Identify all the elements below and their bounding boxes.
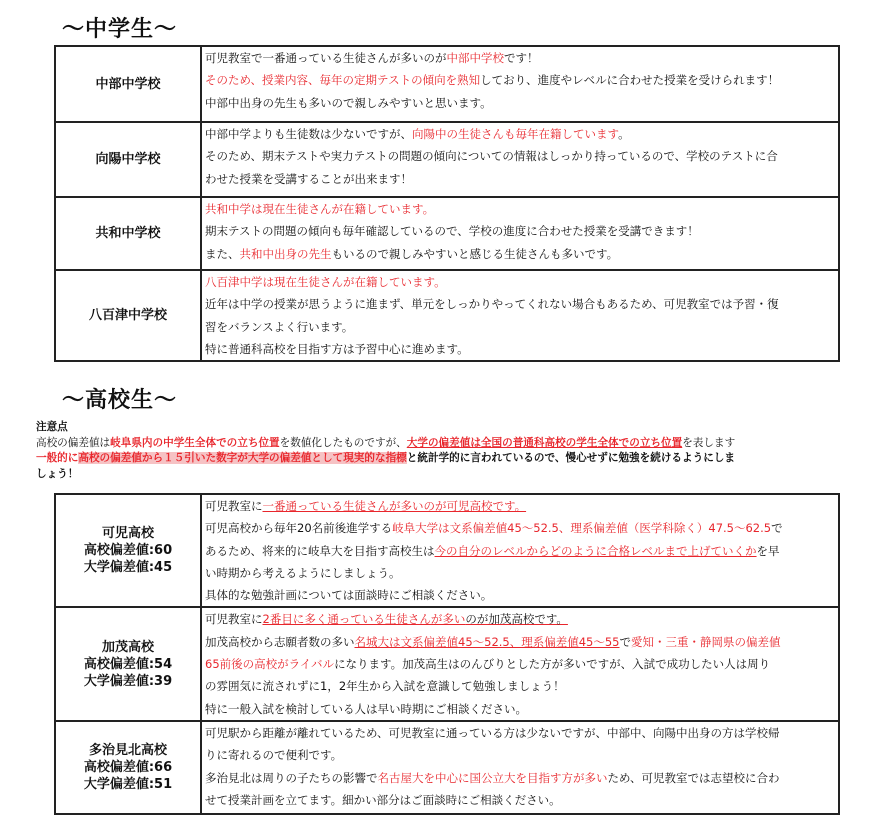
high-school-deviation: 高校偏差値:60	[83, 543, 173, 559]
text-line	[36, 436, 846, 452]
text-line	[205, 653, 836, 675]
text-segment: 可児教室で一番通っている生徒さんが多いのが	[205, 51, 447, 65]
text-segment: 。	[618, 127, 630, 141]
text-line	[205, 744, 836, 766]
school-description	[201, 494, 839, 607]
school-description	[201, 197, 839, 270]
text-segment: 中部中出身の先生も多いので親しみやすいと思います。	[205, 95, 492, 110]
text-segment: そのため、授業内容、毎年の定期テストの傾向を熟知	[205, 73, 481, 88]
school-name: 可児高校	[101, 526, 154, 542]
text-line	[205, 220, 836, 242]
text-segment: わせた授業を受講することが出来ます！	[205, 171, 412, 186]
text-line	[36, 467, 846, 483]
text-segment: 中部中学よりも生徒数は少ないですが、	[205, 127, 412, 141]
text-segment: 大学の偏差値は全国の普通科高校の学生全体での立ち位置	[406, 436, 683, 449]
school-name: 加茂高校	[101, 639, 154, 655]
text-segment: りに寄れるので便利です。	[205, 748, 343, 763]
text-segment: 可児高校から毎年20名前後進学する	[205, 521, 393, 536]
text-segment: 共和中学は現在生徒さんが在籍しています。	[205, 202, 435, 216]
school-row	[55, 607, 839, 720]
school-name: 八百津中学校	[55, 270, 201, 361]
text-segment: 可児教室に	[205, 499, 263, 513]
school-description	[201, 270, 839, 361]
text-segment: 近年は中学の授業が思うように進まず、単元をしっかりやってくれない場合もあるため、可児教室では予習・復	[205, 297, 779, 312]
school-cell	[55, 494, 201, 607]
text-line	[205, 293, 836, 315]
text-line	[205, 243, 836, 265]
text-line	[205, 47, 836, 69]
text-segment: 期末テストの問題の傾向も毎年確認しているので、学校の進度に合わせた授業を受講できます！	[205, 224, 699, 239]
text-segment: しており、進度やレベルに合わせた授業を受けられます！	[480, 73, 780, 88]
school-name: 向陽中学校	[55, 122, 201, 197]
school-name: 多治見北高校	[88, 742, 167, 758]
text-line	[205, 495, 836, 517]
high-school-deviation: 高校偏差値:66	[83, 759, 173, 775]
text-line	[205, 271, 836, 293]
text-line	[205, 338, 836, 360]
university-deviation: 大学偏差値:39	[83, 673, 173, 689]
text-segment: 岐阜大学は文系偏差値45～52.5、理系偏差値（医学科除く）47.5～62.5	[392, 521, 772, 536]
text-line	[205, 631, 836, 653]
school-row	[55, 270, 839, 361]
text-segment: あるため、将来的に岐阜大を目指す高校生は	[205, 543, 435, 558]
text-segment: 特に普通科高校を目指す方は予習中心に進めます。	[205, 341, 469, 356]
text-segment: い時期から考えるようにしましょう。	[205, 565, 401, 580]
text-line	[205, 608, 836, 630]
text-segment: 向陽中の生徒さんも毎年在籍しています	[412, 127, 619, 141]
school-description	[201, 721, 839, 814]
text-segment: 可児教室に	[205, 612, 263, 627]
text-line	[205, 123, 836, 145]
text-segment: の雰囲気に流されずに1，2年生から入試を意識して勉強しましょう！	[205, 679, 565, 694]
text-segment: 岐阜県内の中学生全体での立ち位置	[110, 436, 280, 449]
text-segment: また、	[205, 246, 240, 261]
text-segment: になります。加茂高生はのんびりとした方が多いですが、入試で成功したい人は周り	[334, 657, 771, 672]
text-segment: 具体的な勉強計画については面談時にご相談ください。	[205, 588, 493, 603]
text-line	[205, 198, 836, 220]
text-segment: 高校の偏差値は	[36, 436, 111, 449]
text-line	[205, 767, 836, 789]
text-line	[205, 145, 836, 167]
text-segment: のが加茂高校です。	[465, 612, 568, 627]
text-segment: を表します	[682, 436, 736, 449]
university-deviation: 大学偏差値:45	[83, 560, 173, 576]
text-segment: 特に一般入試を検討している人は早い時期にご相談ください。	[205, 701, 527, 716]
text-segment: 可児駅から距離が離れているため、可児教室に通っている方は少ないですが、中部中、向陽中出身の方は学校帰	[205, 725, 780, 740]
text-segment: 名古屋大を中心に国公立大を目指す方が多い	[377, 770, 608, 785]
text-segment: そのため、期末テストや実力テストの問題の傾向についての情報はしっかり持っているので、学校のテストに合	[205, 149, 778, 164]
text-segment: しょう！	[36, 467, 79, 480]
text-line	[205, 92, 836, 114]
school-name: 中部中学校	[55, 46, 201, 122]
text-line	[205, 168, 836, 190]
text-segment: 名城大は文系偏差値45～52.5、理系偏差値45～55	[354, 634, 620, 649]
text-segment: せて授業計画を立てます。細かい部分はご面談時にご相談ください。	[205, 792, 561, 807]
text-line	[205, 675, 836, 697]
text-segment: で	[771, 521, 783, 536]
text-segment: 今の自分のレベルからどのように合格レベルまで上げていくか	[434, 543, 757, 558]
school-row	[55, 197, 839, 270]
text-segment: 一般的に	[36, 452, 79, 464]
text-segment: です！	[504, 51, 539, 65]
text-segment: を早	[756, 543, 780, 558]
junior-high-heading: ～中学生～	[62, 17, 178, 42]
text-segment: 高校の偏差値から１５引いた数字が大学の偏差値として現実的な指標	[78, 452, 407, 464]
notes-text	[36, 436, 846, 483]
text-segment: 中部中学校	[446, 51, 504, 65]
text-segment: もいるので親しみやすいと感じる生徒さんも多いです。	[331, 246, 619, 261]
school-row	[55, 721, 839, 814]
text-line	[205, 316, 836, 338]
notes-block	[36, 420, 846, 482]
university-deviation: 大学偏差値:51	[83, 776, 173, 792]
school-description	[201, 607, 839, 720]
text-line	[205, 789, 836, 811]
text-line	[205, 584, 836, 606]
text-segment: 愛知・三重・静岡県の偏差値	[631, 634, 781, 649]
notes-title: 注意点	[36, 421, 68, 433]
text-segment: で	[619, 634, 632, 649]
school-description	[201, 46, 839, 122]
school-cell	[55, 721, 201, 814]
junior-high-table	[54, 45, 840, 362]
high-school-deviation: 高校偏差値:54	[83, 656, 173, 672]
school-row	[55, 46, 839, 122]
school-row	[55, 494, 839, 607]
text-line	[205, 69, 836, 91]
school-row	[55, 122, 839, 197]
text-segment: 多治見北は周りの子たちの影響で	[205, 770, 378, 785]
text-segment: 八百津中学は現在生徒さんが在籍しています。	[205, 275, 446, 289]
high-school-table	[54, 493, 840, 815]
school-description	[201, 122, 839, 197]
text-line	[36, 451, 846, 467]
text-segment: 一番通っている生徒さんが多いのが可児高校です。	[262, 499, 527, 513]
text-line	[205, 517, 836, 539]
school-cell	[55, 607, 201, 720]
text-line	[205, 698, 836, 720]
text-line	[205, 562, 836, 584]
text-line	[205, 540, 836, 562]
text-segment: 共和中出身の先生	[239, 246, 332, 261]
text-segment: ため、可児教室では志望校に合わ	[607, 770, 780, 785]
text-segment: 加茂高校から志願者数の多い	[205, 634, 355, 649]
high-school-heading: ～高校生～	[62, 388, 178, 413]
text-segment: と統計学的に言われているので、慢心せずに勉強を続けるようにしま	[406, 452, 735, 464]
text-line	[205, 722, 836, 744]
text-segment: 習をバランスよく行います。	[205, 319, 354, 334]
text-segment: を数値化したものですが、	[279, 436, 407, 449]
school-name: 共和中学校	[55, 197, 201, 270]
text-segment: 65前後の高校がライバル	[205, 657, 335, 672]
text-segment: 2番目に多く通っている生徒さんが多い	[262, 612, 466, 627]
